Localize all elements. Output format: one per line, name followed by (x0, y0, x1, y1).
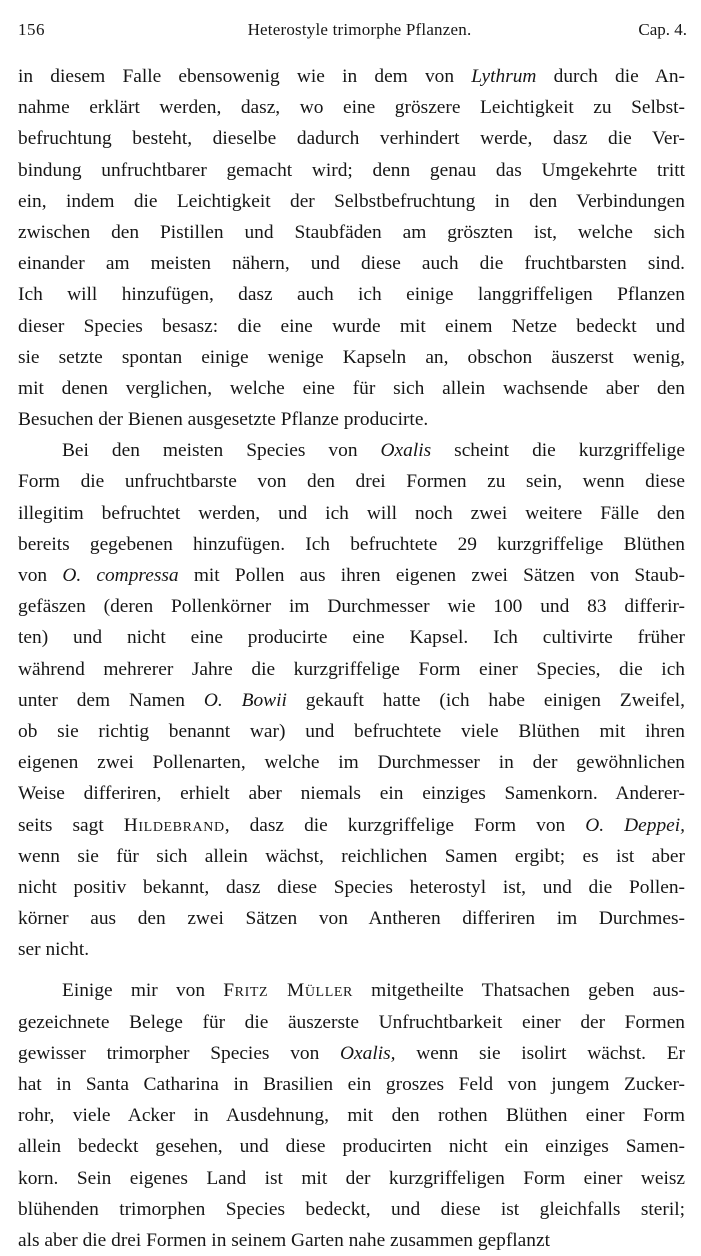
text-run: gewisser trimorpher Species von (18, 1042, 341, 1064)
text-run: Weise differiren, erhielt aber niemals ein einziges Samenkorn. Anderer- (18, 783, 685, 805)
text-run: als aber die drei Formen in seinem Garten nahe zusammen gepflanzt (18, 1229, 550, 1251)
body-text (18, 61, 685, 1256)
text-line (18, 975, 685, 1006)
text-run: körner aus den zwei Sätzen von Antheren differiren im Durchmes- (18, 908, 685, 930)
text-run: einander am meisten nähern, und diese auch die fruchtbarsten sind. (18, 253, 685, 275)
text-line (18, 1131, 685, 1162)
author-name: Fritz Müller (223, 980, 353, 1002)
text-line (18, 279, 685, 310)
text-run: ten) und nicht eine producirte eine Kapsel. Ich cultivirte früher (18, 627, 685, 649)
text-run: gefäszen (deren Pollenkörner im Durchmesser wie 100 und 83 differir- (18, 596, 685, 618)
text-run: zwischen den Pistillen und Staubfäden am gröszten ist, welche sich (18, 221, 685, 243)
text-run: seits sagt (18, 814, 124, 836)
text-line (18, 61, 685, 92)
paragraph (18, 975, 685, 1256)
text-run: Besuchen der Bienen ausgesetzte Pflanze producirte. (18, 409, 429, 431)
text-line (18, 560, 685, 591)
text-run: korn. Sein eigenes Land ist mit der kurzgriffeligen Form einer weisz (18, 1167, 685, 1189)
text-run: hat in Santa Catharina in Brasilien ein groszes Feld von jungem Zucker- (18, 1074, 685, 1095)
text-line (18, 373, 685, 404)
text-run: befruchtung besteht, dieselbe dadurch verhindert werde, dasz die Ver- (18, 128, 685, 150)
text-line (18, 685, 685, 716)
text-run: sie setzte spontan einige wenige Kapseln an, obschon äuszerst wenig, (18, 346, 685, 368)
text-line (18, 435, 685, 466)
paragraph-gap (18, 965, 685, 975)
text-run: mit denen verglichen, welche eine für sich allein wachsende aber den (18, 377, 685, 399)
paragraph (18, 61, 685, 435)
text-run: , dasz die kurzgriffelige Form von (224, 814, 586, 836)
text-run: illegitim befruchtet werden, und ich will noch zwei weitere Fälle den (18, 502, 685, 524)
text-run: während mehrerer Jahre die kurzgriffelige Form einer Species, die ich (18, 658, 685, 680)
page-number: 156 (18, 20, 45, 39)
text-line (18, 186, 685, 217)
text-run: durch die An- (536, 66, 686, 87)
text-run: Form die unfruchtbarste von den drei Formen zu sein, wenn diese (18, 471, 685, 493)
text-run: allein bedeckt gesehen, und diese producirten nicht ein einziges Samen- (18, 1136, 685, 1158)
text-line (18, 903, 685, 934)
text-line (18, 466, 685, 497)
text-run: ob sie richtig benannt war) und befruchtete viele Blüthen mit ihren (18, 720, 685, 742)
text-line (18, 529, 685, 560)
italic-term: O. Bowii (203, 689, 287, 711)
text-run: dieser Species besasz: die eine wurde mit einem Netze bedeckt und (18, 315, 685, 337)
text-run: gekauft hatte (ich habe einigen Zweifel, (286, 689, 686, 711)
text-run: nahme erklärt werden, dasz, wo eine gröszere Leichtigkeit zu Selbst- (18, 97, 685, 119)
text-run: blühenden trimorphen Species bedeckt, und diese ist gleichfalls steril; (18, 1198, 685, 1220)
italic-term: Oxalis, (340, 1042, 396, 1064)
text-line (18, 747, 685, 778)
chapter-label: Cap. 4. (638, 20, 687, 39)
text-run: unter dem Namen (18, 689, 204, 711)
text-line (18, 622, 685, 653)
text-line (18, 155, 685, 186)
text-line (18, 1194, 685, 1225)
text-line (18, 404, 685, 435)
text-line (18, 342, 685, 373)
text-run: Bei den meisten Species von (62, 440, 381, 462)
paragraph (18, 435, 685, 965)
text-run: gezeichnete Belege für die äuszerste Unfruchtbarkeit einer der Formen (18, 1011, 685, 1033)
text-line (18, 1007, 685, 1038)
italic-term: Oxalis (380, 440, 432, 462)
text-run: rohr, viele Acker in Ausdehnung, mit den rothen Blüthen einer Form (18, 1105, 685, 1127)
italic-term: O. compressa (62, 565, 179, 586)
text-run: Ich will hinzufügen, dasz auch ich einige langgriffeligen Pflanzen (18, 284, 685, 306)
text-run: mit Pollen aus ihren eigenen zwei Sätzen von Staub- (178, 565, 685, 586)
italic-term: O. Deppei, (585, 814, 685, 836)
text-run: eigenen zwei Pollenarten, welche im Durchmesser in der gewöhnlichen (18, 752, 685, 774)
text-run: mitgetheilte Thatsachen geben aus- (352, 980, 685, 1002)
text-run: Einige mir von (62, 980, 224, 1002)
text-run: in diesem Falle ebensowenig wie in dem von (18, 66, 472, 87)
text-line (18, 841, 685, 872)
text-line (18, 498, 685, 529)
running-header (18, 19, 687, 41)
text-line (18, 217, 685, 248)
text-line (18, 311, 685, 342)
text-line (18, 1069, 685, 1100)
text-line (18, 248, 685, 279)
text-run: bindung unfruchtbarer gemacht wird; denn genau das Umgekehrte tritt (18, 159, 685, 181)
text-run: wenn sie isolirt wächst. Er (395, 1042, 685, 1064)
text-run: wenn sie für sich allein wächst, reichlichen Samen ergibt; es ist aber (18, 845, 685, 867)
text-line (18, 92, 685, 123)
text-run: ein, indem die Leichtigkeit der Selbstbefruchtung in den Verbindungen (18, 190, 685, 212)
text-line (18, 591, 685, 622)
text-run: von (18, 565, 63, 586)
text-line (18, 1038, 685, 1069)
text-line (18, 778, 685, 809)
text-line (18, 934, 685, 965)
text-line (18, 1163, 685, 1194)
text-line (18, 1225, 685, 1256)
text-line (18, 810, 685, 841)
author-name: Hildebrand (123, 814, 225, 836)
text-line (18, 654, 685, 685)
text-line (18, 716, 685, 747)
text-line (18, 872, 685, 903)
text-line (18, 123, 685, 154)
text-run: nicht positiv bekannt, dasz diese Species heterostyl ist, und die Pollen- (18, 876, 685, 898)
italic-term: Lythrum (471, 66, 537, 87)
text-run: bereits gegebenen hinzufügen. Ich befruchtete 29 kurzgriffelige Blüthen (18, 533, 685, 555)
running-title: Heterostyle trimorphe Pflanzen. (247, 20, 472, 39)
text-run: scheint die kurzgriffelige (431, 440, 685, 462)
text-line (18, 1100, 685, 1131)
text-run: ser nicht. (18, 939, 90, 961)
